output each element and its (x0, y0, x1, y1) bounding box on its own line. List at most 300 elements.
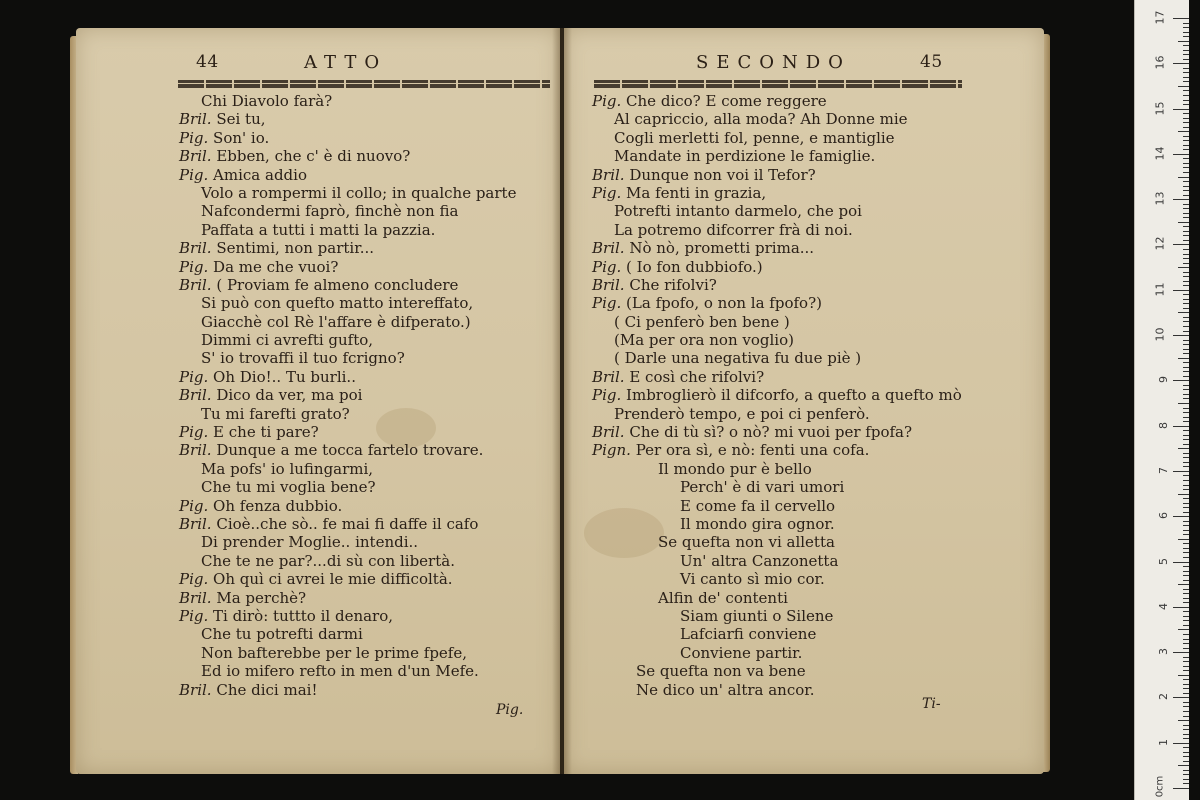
ruler-tick (1183, 625, 1189, 626)
ruler-tick (1183, 507, 1189, 508)
line-text: Un' altra Canzonetta (680, 551, 839, 570)
line-text: (Ma per ora non voglio) (614, 331, 794, 350)
text-line (179, 276, 554, 294)
speaker-label: Pig. (179, 496, 209, 515)
ruler-tick (1173, 607, 1189, 608)
ruler-number: 4 (1157, 602, 1170, 610)
ruler-tick (1183, 598, 1189, 599)
ruler-tick (1183, 181, 1189, 182)
line-text: Per ora sì, e nò: fenti una cofa. (635, 441, 870, 460)
line-text: Imbroglierò il difcorfo, a quefto a quefto mò (626, 386, 962, 405)
line-text: Siam giunti o Silene (680, 606, 834, 625)
line-text: Al capriccio, alla moda? Ah Donne mie (614, 110, 908, 129)
ruler-tick (1183, 761, 1189, 762)
ruler-tick (1173, 290, 1189, 291)
ruler-tick (1183, 398, 1189, 399)
ruler-tick (1183, 385, 1189, 386)
ruler-tick (1183, 376, 1189, 377)
ruler-tick (1183, 661, 1189, 662)
line-text: Il mondo pur è bello (658, 459, 812, 478)
line-text: (La fpofo, o non la fpofo?) (626, 294, 822, 313)
ruler-tick (1173, 199, 1189, 200)
left-header-rule (178, 80, 550, 88)
line-text: Se quefta non vi alletta (658, 533, 835, 552)
ruler-tick (1183, 611, 1189, 612)
ruler-tick (1173, 743, 1189, 744)
ruler-tick (1183, 77, 1189, 78)
line-text: Che rifolvi? (629, 275, 717, 294)
ruler-tick (1173, 788, 1189, 789)
ruler-tick (1183, 756, 1189, 757)
text-line (592, 533, 1032, 551)
right-header-rule (594, 80, 962, 88)
text-line (592, 349, 1032, 367)
ruler-tick (1178, 222, 1189, 223)
text-line (592, 441, 1032, 459)
ruler-tick (1183, 281, 1189, 282)
ruler-tick (1183, 729, 1189, 730)
ruler-tick (1183, 503, 1189, 504)
ruler-tick (1183, 498, 1189, 499)
ruler-number: 2 (1157, 693, 1170, 701)
ruler-tick (1183, 371, 1189, 372)
speaker-label: Pig. (179, 367, 209, 386)
ruler-tick (1178, 131, 1189, 132)
ruler-tick (1183, 521, 1189, 522)
ruler-tick (1183, 485, 1189, 486)
text-line (592, 515, 1032, 533)
ruler-number: 1 (1157, 738, 1170, 746)
ruler-tick (1183, 530, 1189, 531)
text-line (179, 515, 554, 533)
ruler-tick (1173, 516, 1189, 517)
text-line (592, 423, 1032, 441)
ruler-tick (1178, 267, 1189, 268)
speaker-label: Pig. (179, 165, 209, 184)
ruler-tick (1183, 136, 1189, 137)
ruler-tick (1183, 118, 1189, 119)
ruler-tick (1173, 652, 1189, 653)
ruler-number: 5 (1157, 557, 1170, 565)
text-line (592, 129, 1032, 147)
ruler-tick (1173, 380, 1189, 381)
line-text: La potremo difcorrer frà di noi. (614, 220, 853, 239)
ruler-tick (1183, 602, 1189, 603)
ruler-tick (1183, 27, 1189, 28)
ruler-tick (1183, 50, 1189, 51)
ruler-tick (1183, 353, 1189, 354)
text-line (592, 625, 1032, 643)
speaker-label: Bril. (179, 110, 212, 129)
ruler-tick (1183, 213, 1189, 214)
left-running-head: ATTO (304, 52, 388, 73)
ruler-tick (1183, 394, 1189, 395)
ruler-number: 12 (1153, 236, 1167, 251)
line-text: ( Io fon dubbiofo.) (626, 257, 763, 276)
ruler-number: 11 (1153, 282, 1167, 297)
ruler-tick (1183, 679, 1189, 680)
ruler-number: 16 (1153, 55, 1167, 70)
ruler-tick (1178, 177, 1189, 178)
ruler-tick (1183, 68, 1189, 69)
ruler-tick (1183, 666, 1189, 667)
line-text: Nò nò, prometti prima... (629, 239, 815, 258)
ruler-number: 15 (1153, 101, 1167, 116)
line-text: Chi Diavolo farà? (201, 92, 333, 110)
ruler-tick (1183, 208, 1189, 209)
line-text: Son' io. (213, 128, 270, 147)
text-line (592, 570, 1032, 588)
line-text: ( Darle una negativa fu due piè ) (614, 349, 862, 368)
ruler-tick (1183, 779, 1189, 780)
text-line (179, 497, 554, 515)
ruler-tick (1183, 462, 1189, 463)
open-book (70, 28, 1050, 780)
right-running-head: SECONDO (696, 52, 851, 73)
text-line (179, 625, 554, 643)
text-line (592, 92, 1032, 110)
line-text: Vi canto sì mio cor. (680, 570, 825, 589)
line-text: Dunque a me tocca fartelo trovare. (216, 441, 484, 460)
speaker-label: Bril. (179, 680, 212, 699)
ruler-tick (1183, 706, 1189, 707)
ruler-tick (1183, 186, 1189, 187)
line-text: Sentimi, non partir... (216, 239, 375, 258)
ruler-tick (1183, 412, 1189, 413)
left-page (76, 28, 560, 774)
ruler-tick (1183, 190, 1189, 191)
text-line (179, 386, 554, 404)
text-line (592, 184, 1032, 202)
line-text: Da me che vuoi? (213, 257, 339, 276)
text-line (592, 386, 1032, 404)
ruler-tick (1173, 63, 1189, 64)
text-line (592, 662, 1032, 680)
text-line (592, 331, 1032, 349)
ruler-tick (1183, 670, 1189, 671)
ruler-tick (1183, 453, 1189, 454)
ruler-tick (1183, 566, 1189, 567)
line-text: Che dico? E come reggere (626, 92, 827, 110)
ruler-tick (1183, 95, 1189, 96)
ruler-tick (1183, 226, 1189, 227)
text-line (179, 294, 554, 312)
ruler-tick (1173, 335, 1189, 336)
ruler-tick (1183, 770, 1189, 771)
ruler-tick (1183, 299, 1189, 300)
speaker-label: Pign. (592, 441, 631, 460)
speaker-label: Bril. (592, 239, 625, 258)
line-text: E così che rifolvi? (629, 367, 765, 386)
ruler-tick (1183, 349, 1189, 350)
ruler-tick (1178, 41, 1189, 42)
text-line (179, 589, 554, 607)
ruler-tick (1183, 272, 1189, 273)
ruler-tick (1178, 765, 1189, 766)
speaker-label: Pig. (179, 257, 209, 276)
speaker-label: Bril. (179, 588, 212, 607)
line-text: Che tu mi voglia bene? (201, 478, 376, 497)
ruler-tick (1183, 571, 1189, 572)
ruler-tick (1183, 140, 1189, 141)
line-text: Ma perchè? (216, 588, 307, 607)
left-catchword: Pig. (496, 702, 524, 718)
ruler-unit-label: 0cm (1154, 775, 1166, 798)
left-page-text (179, 92, 554, 699)
ruler-number: 14 (1153, 146, 1167, 161)
text-line (592, 276, 1032, 294)
text-line (179, 202, 554, 220)
line-text: Alfin de' contenti (658, 588, 788, 607)
line-text: Oh Dio!.. Tu burli.. (213, 367, 356, 386)
ruler-tick (1183, 774, 1189, 775)
line-text: ( Proviam fe almeno concludere (216, 275, 459, 294)
ruler-tick (1183, 688, 1189, 689)
ruler-tick (1173, 109, 1189, 110)
speaker-label: Bril. (179, 239, 212, 258)
ruler-tick (1183, 149, 1189, 150)
text-line (592, 607, 1032, 625)
right-page-number: 45 (920, 52, 943, 72)
speaker-label: Pig. (179, 570, 209, 589)
speaker-label: Bril. (592, 165, 625, 184)
ruler-tick (1183, 408, 1189, 409)
ruler-tick (1183, 158, 1189, 159)
text-line (592, 239, 1032, 257)
ruler-tick (1183, 308, 1189, 309)
ruler-number: 9 (1157, 376, 1170, 384)
text-line (179, 662, 554, 680)
ruler-tick (1173, 426, 1189, 427)
ruler-tick (1183, 36, 1189, 37)
ruler-tick (1183, 747, 1189, 748)
line-text: Dimmi ci avrefti gufto, (201, 331, 374, 350)
line-text: Mandate in perdizione le famiglie. (614, 147, 876, 166)
ruler-tick (1183, 276, 1189, 277)
ruler-tick (1183, 752, 1189, 753)
text-line (592, 258, 1032, 276)
book-gutter (552, 28, 572, 774)
line-text: Che di tù sì? o nò? mi vuoi per fpofa? (629, 423, 913, 442)
ruler-tick (1183, 231, 1189, 232)
line-text: Il mondo gira ognor. (680, 514, 835, 533)
speaker-label: Pig. (179, 423, 209, 442)
ruler-tick (1183, 684, 1189, 685)
line-text: Si può con quefto matto intereffato, (201, 294, 474, 313)
ruler-tick (1183, 716, 1189, 717)
line-text: Oh fenza dubbio. (213, 496, 343, 515)
ruler-tick (1183, 104, 1189, 105)
ruler-tick (1183, 32, 1189, 33)
ruler-tick (1183, 163, 1189, 164)
ruler-tick (1183, 534, 1189, 535)
ruler-number: 6 (1157, 512, 1170, 520)
line-text: Prenderò tempo, e poi ci penferò. (614, 404, 870, 423)
ruler-tick (1178, 358, 1189, 359)
line-text: Perch' è di vari umori (680, 478, 845, 497)
text-line (179, 239, 554, 257)
line-text: Che dici mai! (216, 680, 318, 699)
ruler-tick (1183, 263, 1189, 264)
ruler-tick (1183, 702, 1189, 703)
line-text: Lafciarfi conviene (680, 625, 817, 644)
text-line (179, 570, 554, 588)
text-line (179, 478, 554, 496)
ruler-tick (1183, 321, 1189, 322)
text-line (179, 405, 554, 423)
ruler-tick (1183, 389, 1189, 390)
text-line (179, 313, 554, 331)
text-line (179, 423, 554, 441)
line-text: Se quefta non va bene (636, 662, 806, 681)
ruler-tick (1183, 643, 1189, 644)
line-text: Paffata a tutti i matti la pazzia. (201, 220, 436, 239)
ruler-tick (1183, 344, 1189, 345)
ruler-tick (1183, 367, 1189, 368)
text-line (179, 644, 554, 662)
ruler-tick (1173, 697, 1189, 698)
ruler-tick (1183, 593, 1189, 594)
ruler-tick (1183, 557, 1189, 558)
ruler-tick (1178, 448, 1189, 449)
ruler-number: 3 (1157, 648, 1170, 656)
ruler-tick (1173, 562, 1189, 563)
line-text: E che ti pare? (213, 423, 319, 442)
ruler-tick (1183, 331, 1189, 332)
line-text: Dunque non voi il Tefor? (629, 165, 816, 184)
line-text: Tu mi farefti grato? (201, 404, 350, 423)
ruler-tick (1183, 512, 1189, 513)
ruler-tick (1183, 475, 1189, 476)
ruler-tick (1178, 584, 1189, 585)
ruler-tick (1183, 145, 1189, 146)
speaker-label: Bril. (592, 367, 625, 386)
text-line (179, 331, 554, 349)
line-text: Oh quì ci avrei le mie difficoltà. (213, 570, 453, 589)
ruler-tick (1178, 539, 1189, 540)
text-line (179, 184, 554, 202)
text-line (592, 221, 1032, 239)
line-text: Dico da ver, ma poi (216, 386, 363, 405)
ruler-tick (1183, 444, 1189, 445)
text-line (179, 368, 554, 386)
ruler-tick (1173, 471, 1189, 472)
ruler-tick (1178, 629, 1189, 630)
ruler-tick (1183, 23, 1189, 24)
ruler-tick (1183, 326, 1189, 327)
text-line (592, 147, 1032, 165)
ruler-tick (1183, 45, 1189, 46)
ruler-number: 7 (1157, 466, 1170, 474)
ruler-tick (1183, 734, 1189, 735)
text-line (592, 313, 1032, 331)
ruler-tick (1183, 543, 1189, 544)
text-line (592, 552, 1032, 570)
speaker-label: Pig. (592, 92, 622, 110)
ruler-tick (1183, 648, 1189, 649)
ruler-tick (1183, 249, 1189, 250)
line-text: Ma fenti in grazia, (626, 183, 767, 202)
ruler-tick (1183, 430, 1189, 431)
ruler-tick (1183, 738, 1189, 739)
text-line (179, 607, 554, 625)
speaker-label: Pig. (592, 257, 622, 276)
ruler-tick (1183, 294, 1189, 295)
text-line (179, 552, 554, 570)
text-line (592, 368, 1032, 386)
line-text: Ti dirò: tuttto il denaro, (213, 606, 394, 625)
ruler-tick (1183, 711, 1189, 712)
line-text: Potrefti intanto darmelo, che poi (614, 202, 862, 221)
ruler-tick (1178, 86, 1189, 87)
ruler-number: 17 (1153, 10, 1167, 25)
line-text: Che te ne par?...di sù con libertà. (201, 551, 455, 570)
line-text: Ebben, che c' è di nuovo? (216, 147, 411, 166)
ruler-tick (1183, 303, 1189, 304)
line-text: Ed io mifero refto in men d'un Mefe. (201, 662, 479, 681)
speaker-label: Bril. (179, 441, 212, 460)
ruler-tick (1183, 81, 1189, 82)
line-text: Cioè..che sò.. fe mai fi daffe il cafo (216, 514, 479, 533)
left-page-number: 44 (196, 52, 219, 72)
ruler-tick (1183, 589, 1189, 590)
text-line (592, 202, 1032, 220)
ruler-tick (1183, 172, 1189, 173)
ruler-tick (1173, 18, 1189, 19)
right-page-text (592, 92, 1032, 699)
ruler-number: 13 (1153, 191, 1167, 206)
ruler-tick (1178, 312, 1189, 313)
ruler-number: 10 (1153, 327, 1167, 342)
line-text: Ne dico un' altra ancor. (636, 680, 815, 699)
text-line (179, 441, 554, 459)
ruler-tick (1183, 620, 1189, 621)
text-line (592, 405, 1032, 423)
ruler-tick (1183, 122, 1189, 123)
ruler-tick (1178, 675, 1189, 676)
line-text: Conviene partir. (680, 643, 803, 662)
text-line (592, 644, 1032, 662)
text-line (592, 589, 1032, 607)
ruler-tick (1178, 720, 1189, 721)
ruler-tick (1183, 639, 1189, 640)
line-text: Ma pofs' io lufingarmi, (201, 459, 374, 478)
ruler-tick (1183, 457, 1189, 458)
ruler-tick (1183, 167, 1189, 168)
speaker-label: Pig. (592, 294, 622, 313)
text-line (592, 166, 1032, 184)
text-line (592, 478, 1032, 496)
speaker-label: Bril. (179, 514, 212, 533)
ruler-tick (1183, 575, 1189, 576)
ruler-tick (1183, 340, 1189, 341)
ruler-tick (1183, 235, 1189, 236)
ruler-tick (1183, 489, 1189, 490)
ruler-tick (1183, 435, 1189, 436)
text-line (179, 460, 554, 478)
ruler-tick (1183, 113, 1189, 114)
text-line (179, 110, 554, 128)
ruler-tick (1183, 217, 1189, 218)
ruler-tick (1173, 244, 1189, 245)
line-text: Nafcondermi faprò, finchè non fia (201, 202, 459, 221)
ruler-number: 8 (1157, 421, 1170, 429)
measuring-ruler (1134, 0, 1189, 800)
right-page-header (564, 52, 1044, 76)
right-page (564, 28, 1044, 774)
text-line (179, 166, 554, 184)
right-catchword: Ti- (922, 696, 941, 712)
